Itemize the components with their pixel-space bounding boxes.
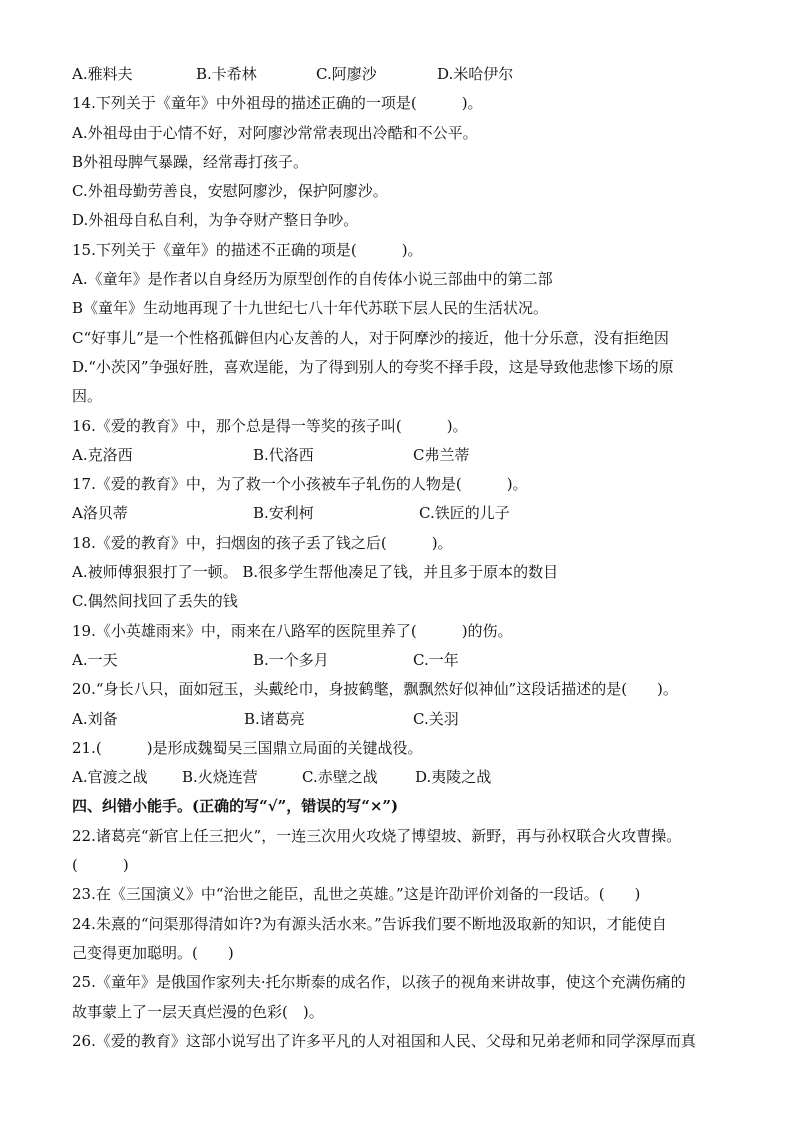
question-22-line2: ( ) bbox=[72, 856, 129, 875]
q20-options bbox=[72, 705, 742, 734]
question-15-option-b: B《童年》生动地再现了十九世纪七八十年代苏联下层人民的生活状况。 bbox=[72, 299, 549, 318]
question-18-option-c: C.偶然间找回了丢失的钱 bbox=[72, 592, 238, 611]
question-18-options-ab: A.被师傅狠狠打了一顿。 B.很多学生帮他凑足了钱，并且多于原本的数目 bbox=[72, 563, 559, 582]
option-d: D.夷陵之战 bbox=[415, 768, 492, 787]
option-c: C.铁匠的儿子 bbox=[419, 504, 510, 523]
option-a: A.官渡之战 bbox=[72, 768, 148, 787]
question-25-line2: 故事蒙上了一层天真烂漫的色彩( )。 bbox=[72, 1002, 324, 1021]
question-14: 14.下列关于《童年》中外祖母的描述正确的一项是( )。 bbox=[72, 94, 483, 113]
option-a: A.雅料夫 bbox=[72, 65, 133, 83]
option-c: C.赤壁之战 bbox=[302, 768, 378, 787]
question-17: 17.《爱的教育》中，为了救一个小孩被车子轧伤的人物是( )。 bbox=[72, 475, 528, 494]
option-c: C弗兰蒂 bbox=[413, 445, 470, 464]
option-b: B.代洛西 bbox=[253, 445, 314, 464]
question-15-option-d-line2: 因。 bbox=[72, 387, 103, 406]
section-4-heading: 四、纠错小能手。(正确的写“√”，错误的写“×”) bbox=[72, 797, 399, 816]
option-c: C.关羽 bbox=[413, 709, 459, 728]
option-a: A.一天 bbox=[72, 650, 118, 669]
question-15-option-c: C“好事儿”是一个性格孤僻但内心友善的人，对于阿摩沙的接近，他十分乐意，没有拒绝因 bbox=[72, 328, 669, 347]
question-23: 23.在《三国演义》中“治世之能臣，乱世之英雄。”这是许劭评价刘备的一段话。( ) bbox=[72, 885, 641, 904]
q13-options bbox=[72, 60, 742, 89]
option-a: A洛贝蒂 bbox=[72, 504, 128, 523]
option-c: C.阿廖沙 bbox=[316, 65, 377, 83]
option-d: D.米哈伊尔 bbox=[437, 65, 514, 83]
option-b: B.安利柯 bbox=[253, 504, 314, 523]
question-22-line1: 22.诸葛亮“新官上任三把火”，一连三次用火攻烧了博望坡、新野，再与孙权联合火攻曹操。 bbox=[72, 826, 682, 845]
question-21: 21.( )是形成魏蜀吴三国鼎立局面的关键战役。 bbox=[72, 738, 423, 757]
question-20: 20.“身长八只，面如冠玉，头戴纶巾，身披鹤氅，飘飘然好似神仙”这段话描述的是( )。 bbox=[72, 680, 678, 699]
question-26: 26.《爱的教育》这部小说写出了许多平凡的人对祖国和人民、父母和兄弟老师和同学深厚而真 bbox=[72, 1031, 696, 1050]
question-14-option-d: D.外祖母自私自利，为争夺财产整日争吵。 bbox=[72, 211, 359, 230]
option-a: A.刘备 bbox=[72, 709, 118, 728]
option-b: B.一个多月 bbox=[253, 650, 329, 669]
option-b: B.火烧连营 bbox=[182, 768, 258, 787]
question-19: 19.《小英雄雨来》中，雨来在八路军的医院里养了( )的伤。 bbox=[72, 621, 513, 640]
question-14-option-b: B外祖母脾气暴躁，经常毒打孩子。 bbox=[72, 152, 309, 171]
question-14-option-a: A.外祖母由于心情不好，对阿廖沙常常表现出冷酷和不公平。 bbox=[72, 123, 478, 142]
question-15: 15.下列关于《童年》的描述不正确的项是( )。 bbox=[72, 240, 423, 259]
option-c: C.一年 bbox=[413, 650, 459, 669]
question-15-option-d-line1: D.“小茨冈”争强好胜，喜欢逞能，为了得到别人的夸奖不择手段，这是导致他悲惨下场的原 bbox=[72, 357, 674, 376]
option-a: A.克洛西 bbox=[72, 445, 133, 464]
question-24-line1: 24.朱熹的“问渠那得清如许?为有源头活水来。”告诉我们要不断地汲取新的知识，才能使自 bbox=[72, 914, 667, 933]
option-b: B.诸葛亮 bbox=[244, 709, 305, 728]
q21-options bbox=[72, 763, 742, 792]
question-16: 16.《爱的教育》中，那个总是得一等奖的孩子叫( )。 bbox=[72, 416, 468, 435]
option-b: B.卡希林 bbox=[196, 65, 257, 83]
question-24-line2: 己变得更加聪明。( ) bbox=[72, 943, 234, 962]
exam-page bbox=[72, 60, 742, 1056]
q19-options bbox=[72, 646, 742, 675]
question-15-option-a: A.《童年》是作者以自身经历为原型创作的自传体小说三部曲中的第二部 bbox=[72, 270, 553, 289]
question-18: 18.《爱的教育》中，扫烟囱的孩子丢了钱之后( )。 bbox=[72, 533, 453, 552]
q17-options bbox=[72, 499, 742, 528]
question-25-line1: 25.《童年》是俄国作家列夫·托尔斯泰的成名作，以孩子的视角来讲故事，使这个充满伤痛的 bbox=[72, 973, 686, 992]
q16-options bbox=[72, 441, 742, 470]
question-14-option-c: C.外祖母勤劳善良，安慰阿廖沙，保护阿廖沙。 bbox=[72, 182, 388, 201]
